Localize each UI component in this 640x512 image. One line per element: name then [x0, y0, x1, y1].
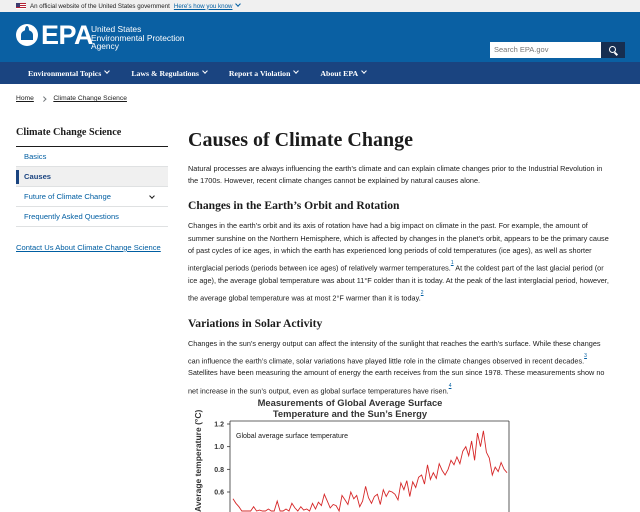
y-tick-label: 0.8: [214, 466, 224, 474]
nav-laws-regulations[interactable]: [131, 69, 207, 78]
chevron-down-icon[interactable]: [235, 1, 241, 7]
page-title: Causes of Climate Change: [188, 129, 413, 151]
chevron-down-icon: [104, 68, 110, 74]
search-input[interactable]: [490, 42, 601, 58]
nav-about-epa[interactable]: [320, 69, 366, 78]
nav-report-violation[interactable]: [229, 69, 299, 78]
orbit-paragraph: [188, 220, 612, 304]
footnote-2-link[interactable]: 2: [420, 289, 424, 296]
sidebar-item-future[interactable]: [16, 187, 168, 207]
footnote-4-link[interactable]: 4: [448, 382, 452, 389]
y-tick-label: 1.2: [214, 421, 224, 429]
y-axis-label: Average temperature (°C): [193, 409, 203, 512]
search-icon: [609, 46, 616, 53]
nav-label: About EPA: [320, 68, 359, 78]
us-flag-icon: [16, 3, 26, 9]
y-tick-label: 0.6: [214, 489, 224, 497]
gov-banner-text: An official website of the United States government: [30, 2, 170, 10]
temperature-chart: [189, 397, 517, 512]
epa-flower-icon: [16, 24, 38, 46]
section-heading-orbit: Changes in the Earth’s Orbit and Rotation: [188, 199, 400, 213]
agency-line-3: Agency: [91, 41, 119, 52]
intro-paragraph: Natural processes are always influencing the earth's climate and can explain climate changes prior to the Industrial Revolution in the 1700s. However, recent climate changes cannot be explained by natural causes alone.: [188, 164, 603, 186]
site-header: [0, 12, 640, 62]
panel-label: Global average surface temperature: [236, 433, 349, 440]
breadcrumb-home[interactable]: Home: [16, 95, 34, 102]
heres-how-you-know-link[interactable]: Here's how you know: [173, 2, 233, 10]
main-nav: [0, 62, 640, 84]
solar-text-b: Satellites have been measuring the amount of energy the earth receives from the sun since 1978. These measurements show no net increase in the sun’s output, even as global surface temperatures have risen.: [188, 368, 605, 395]
breadcrumb: [16, 95, 127, 102]
footnote-1-link[interactable]: 1: [450, 260, 454, 267]
footnote-3-link[interactable]: 3: [584, 352, 587, 359]
chevron-down-icon: [294, 68, 300, 74]
chevron-down-icon: [361, 68, 367, 74]
temperature-series-line: [233, 431, 507, 511]
contact-link[interactable]: Contact Us About Climate Change Science: [16, 243, 161, 252]
agency-line-1: United States: [91, 24, 142, 34]
chevron-down-icon: [202, 68, 208, 74]
sidebar-item-causes[interactable]: Causes: [16, 167, 168, 187]
nav-environmental-topics[interactable]: [28, 69, 109, 78]
orbit-text-a: Changes in the earth’s orbit and its axis of rotation have had a big impact on climate in the past. For example, the amount of summer sunshine on the Northern Hemisphere, which is affected by changes in the planet’s orbit, appears to be the primary cause of past cycles of ice ages, in which the earth has experienced long periods of cold temperatures (ice ages), as well as shorter interglacial periods (periods between ice ages) of relatively warmer temperatures.: [188, 221, 609, 273]
chevron-right-icon: [41, 96, 46, 101]
chart-title-line: Temperature and the Sun’s Energy: [272, 408, 428, 419]
chart-title-line: Measurements of Global Average Surface: [257, 397, 443, 408]
sidebar-item-basics[interactable]: Basics: [16, 147, 168, 167]
section-heading-solar: Variations in Solar Activity: [188, 316, 323, 330]
search-button[interactable]: [601, 42, 625, 58]
logo-text: EPA: [41, 20, 94, 50]
sidebar-nav: [16, 127, 168, 252]
sidebar-item-label: Future of Climate Change: [24, 192, 111, 201]
chart-svg: [189, 397, 517, 512]
chevron-down-icon[interactable]: [149, 193, 155, 199]
agency-name[interactable]: [91, 25, 185, 51]
y-tick-label: 1.0: [214, 444, 224, 452]
nav-label: Environmental Topics: [28, 68, 102, 78]
solar-paragraph: [188, 338, 612, 398]
sidebar-title: Climate Change Science: [16, 127, 168, 147]
breadcrumb-climate-change-science[interactable]: Climate Change Science: [53, 95, 127, 102]
nav-label: Laws & Regulations: [131, 68, 199, 78]
agency-line-2: Environmental Protection: [91, 32, 185, 43]
epa-logo[interactable]: [16, 20, 94, 50]
main-content: [188, 127, 612, 397]
nav-label: Report a Violation: [228, 68, 291, 78]
gov-banner: [0, 0, 640, 12]
orbit-text-b: At the coldest part of the last glacial period (or ice age), the average global temperature was about 11°F colder than it is today. At the peak of the last interglacial period, however, the average global temperature was at most 2°F warmer than it is today.: [188, 263, 609, 303]
sidebar-item-faq[interactable]: Frequently Asked Questions: [16, 207, 168, 227]
solar-text-a: Changes in the sun’s energy output can affect the intensity of the sunlight that reaches the earth’s surface. While these changes can influence the earth’s climate, solar variations have played little role in the climate changes observed in recent decades.: [188, 338, 601, 366]
